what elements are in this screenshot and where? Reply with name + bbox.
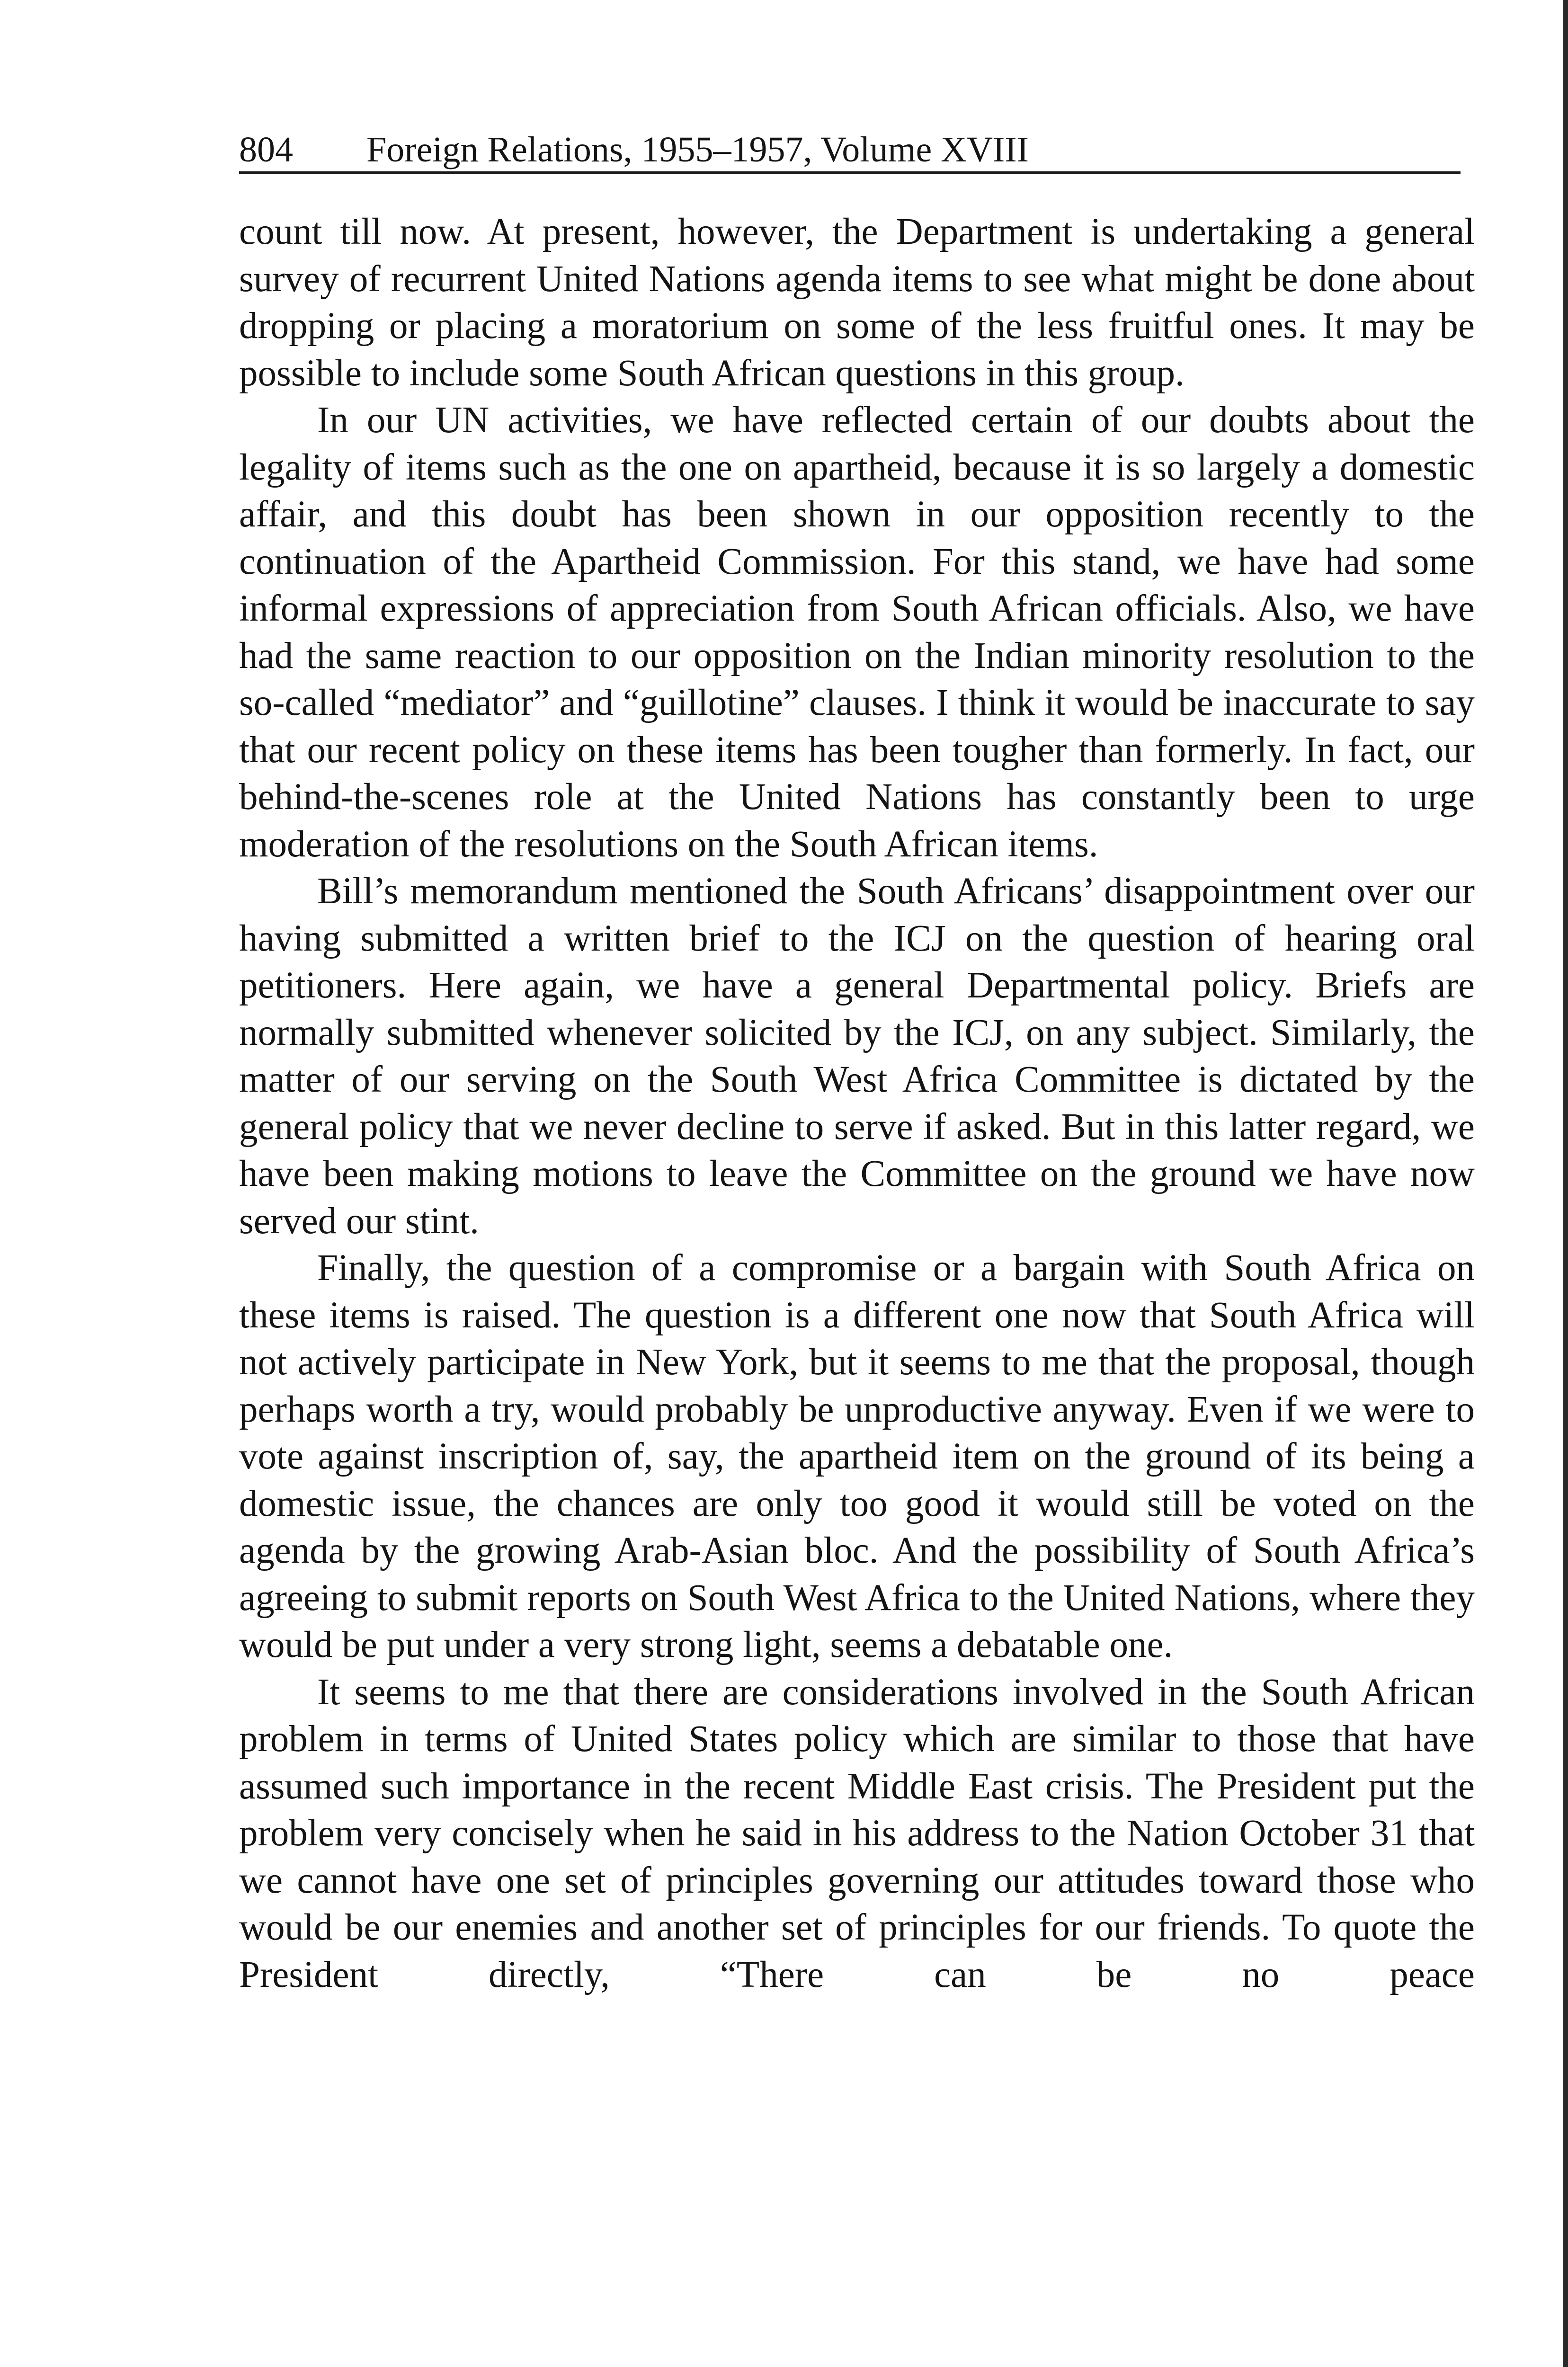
paragraph-bills-memorandum: Bill’s memorandum mentioned the South Africans’ disappointment over our having submitted a written brief to the ICJ on the question of hearing oral petitioners. Here again, we have a general Departmental policy. Briefs are normally submitted whenever solicited by the ICJ, on any subject. Similarly, the matter of our serving on the South West Africa Committee is dictated by the general policy that we never decline to serve if asked. But in this latter regard, we have been making motions to leave the Committee on the ground we have now served our stint. — [239, 871, 1475, 1242]
running-title: Foreign Relations, 1955–1957, Volume XVIII — [366, 130, 1029, 169]
running-head — [239, 128, 1461, 174]
body-text — [239, 208, 1475, 1998]
paragraph-un-activities: In our UN activities, we have reflected certain of our doubts about the legality of items such as the one on apartheid, because it is so largely a domestic affair, and this doubt has been shown in our opposition recently to the continuation of the Apartheid Commission. For this stand, we have had some informal expressions of appreciation from South African officials. Also, we have had the same reaction to our opposition on the Indian minority resolution to the so-called “mediator” and “guillotine” clauses. I think it would be inaccurate to say that our recent policy on these items has been tougher than formerly. In fact, our behind-the-scenes role at the United Nations has constantly been to urge moderation of the resolutions on the South African items. — [239, 400, 1475, 865]
page-number: 804 — [239, 130, 293, 169]
paragraph-continuation: count till now. At present, however, the Department is undertaking a general survey of recurrent United Nations agenda items to see what might be done about dropping or placing a moratorium on some of the less fruitful ones. It may be possible to include some South African questions in this group. — [239, 211, 1475, 394]
paragraph-compromise: Finally, the question of a compromise or a bargain with South Africa on these items is raised. The question is a different one now that South Africa will not actively participate in New York, but it seems to me that the proposal, though perhaps worth a try, would probably be unproductive anyway. Even if we were to vote against inscription of, say, the apartheid item on the ground of its being a domestic issue, the chances are only too good it would still be voted on the agenda by the growing Arab-Asian bloc. And the possibility of South Africa’s agreeing to submit reports on South West Africa to the United Nations, where they would be put under a very strong light, seems a debatable one. — [239, 1247, 1475, 1665]
paragraph-us-policy: It seems to me that there are considerations involved in the South African problem in terms of United States policy which are similar to those that have assumed such importance in the recent Middle East crisis. The President put the problem very concisely when he said in his address to the Nation October 31 that we cannot have one set of principles governing our attitudes toward those who would be our enemies and another set of principles for our friends. To quote the President directly, “There can be no peace — [239, 1671, 1475, 1995]
